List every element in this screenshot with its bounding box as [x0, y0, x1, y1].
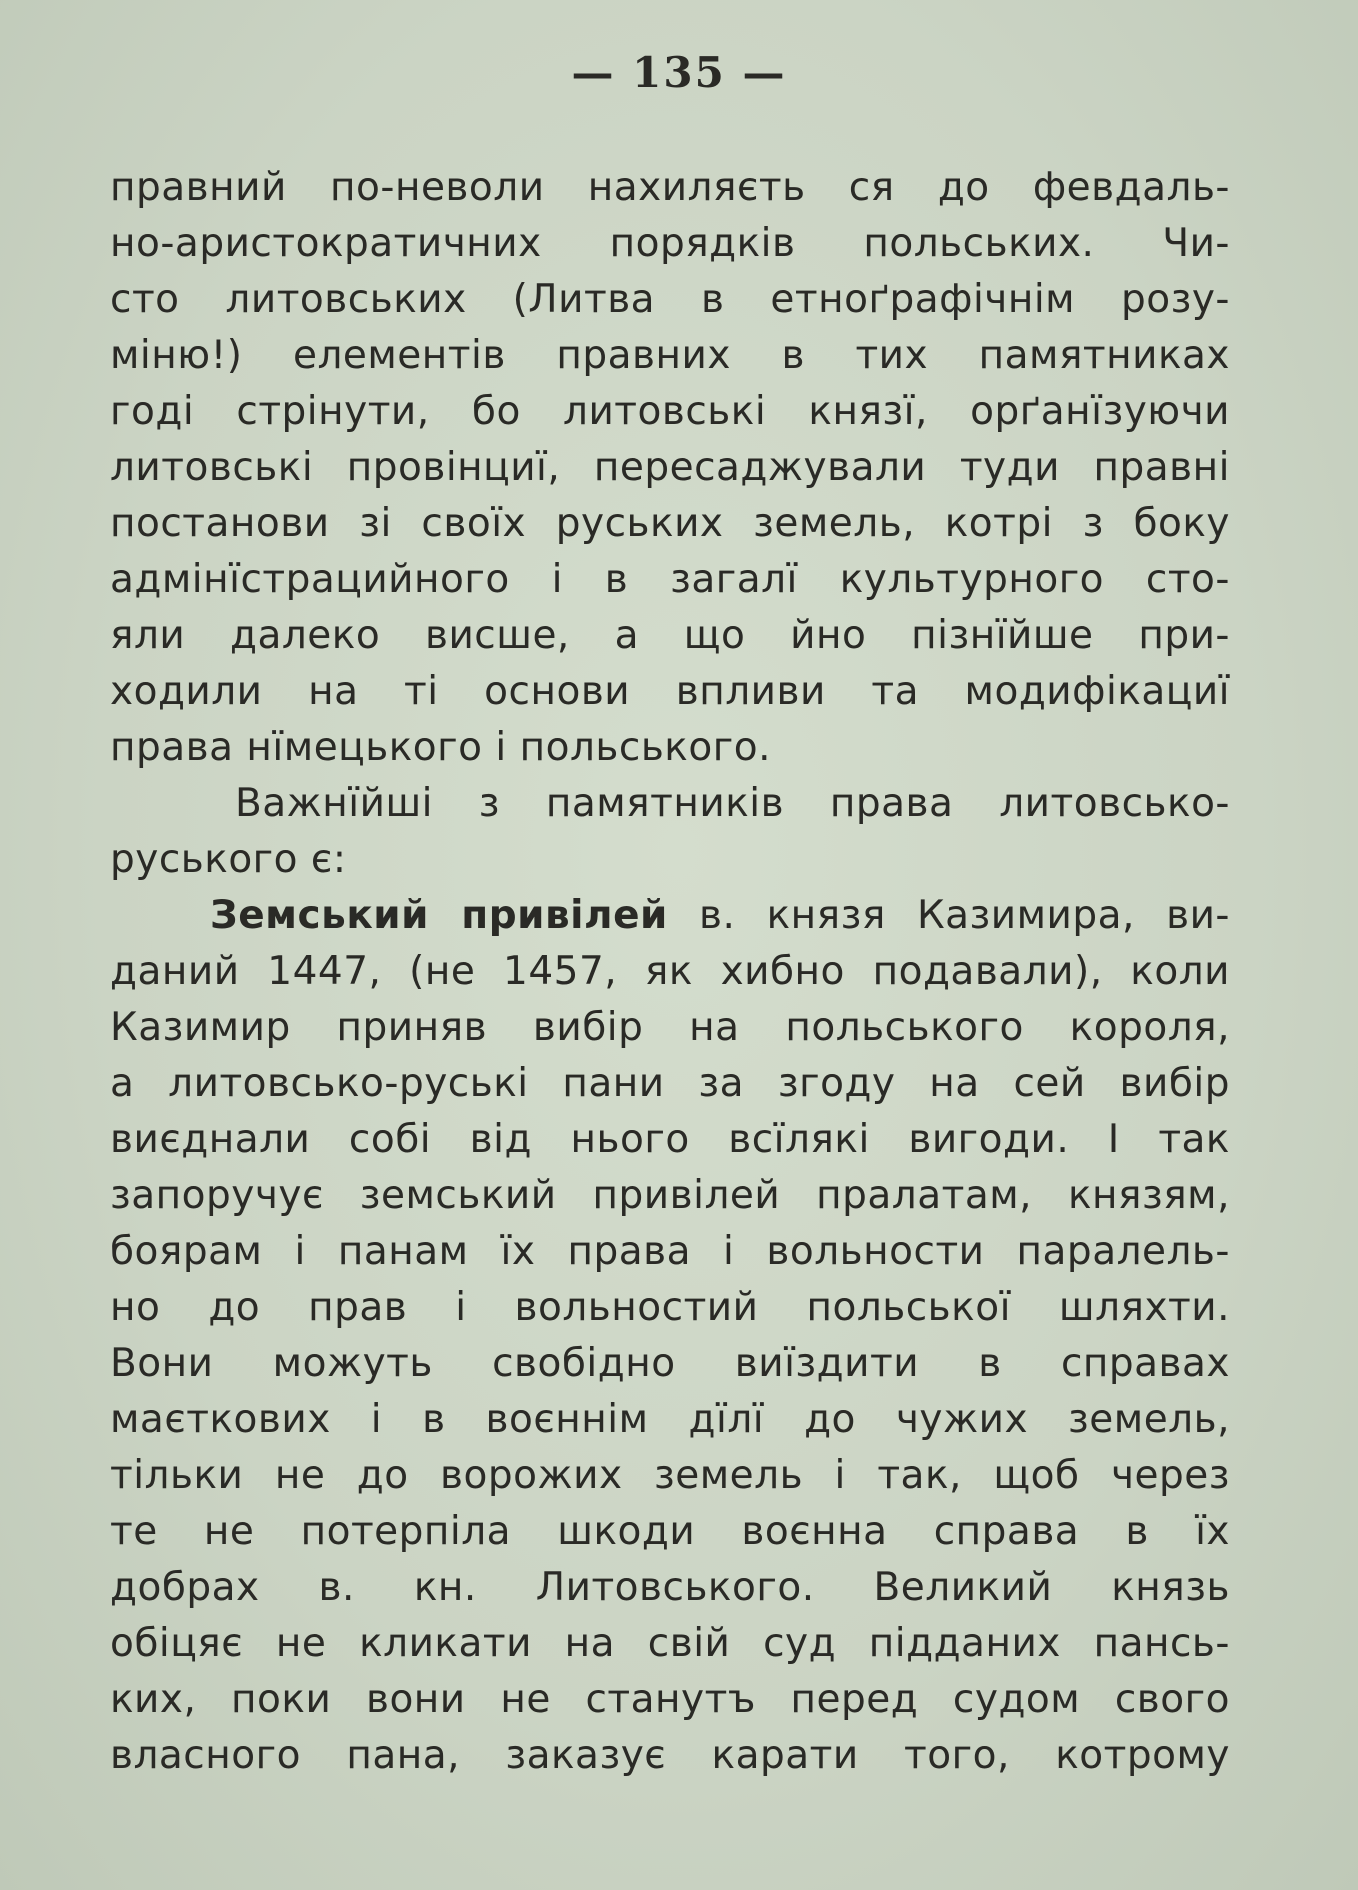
text-line: права нїмецького і польського. [110, 725, 771, 770]
text-line: обіцяє не кликати на свій суд підданих пансь- [110, 1621, 1230, 1666]
text-line: руського є: [110, 837, 347, 882]
section-heading: Земський привілей [210, 893, 668, 938]
text-line: Казимир приняв вибір на польського короля, [110, 1005, 1230, 1050]
text-line: но до прав і вольностий польської шляхти. [110, 1285, 1230, 1330]
text-line: власного пана, заказує карати того, котрому [110, 1733, 1230, 1778]
page-number: — 135 — [571, 48, 787, 97]
text-line: адмінїстрацийного і в загалї культурного сто- [110, 557, 1230, 602]
text-line: правний по-неволи нахиляєть ся до февдаль- [110, 165, 1230, 210]
text-line: тільки не до ворожих земель і так, щоб через [110, 1453, 1230, 1498]
text-line [110, 888, 1230, 944]
text-line: но-аристократичних порядків польських. Чи- [110, 221, 1230, 266]
text-line: те не потерпіла шкоди воєнна справа в їх [110, 1509, 1230, 1554]
text-line: Вони можуть свобідно виїздити в справах [110, 1341, 1230, 1386]
text-line: ких, поки вони не станутъ перед судом свого [110, 1677, 1230, 1722]
text-segment: в. князя Казимира, ви- [699, 893, 1230, 938]
text-line: даний 1447, (не 1457, як хибно подавали), коли [110, 949, 1230, 994]
text-line: міню!) елементів правних в тих памятниках [110, 333, 1230, 378]
body-text [110, 160, 1230, 1784]
text-line: постанови зі своїх руських земель, котрі з боку [110, 501, 1230, 546]
text-line: годі стрінути, бо литовські князї, орґанїзуючи [110, 389, 1230, 434]
text-line: добрах в. кн. Литовського. Великий князь [110, 1565, 1230, 1610]
text-line: маєткових і в воєннім дїлї до чужих земель, [110, 1397, 1230, 1442]
text-line: ходили на ті основи впливи та модифікациї [110, 669, 1230, 714]
text-line: запоручує земський привілей пралатам, князям, [110, 1173, 1230, 1218]
text-line: литовські провінциї, пересаджували туди правні [110, 445, 1230, 490]
text-line: сто литовських (Литва в етноґрафічнім розу- [110, 277, 1230, 322]
text-line: а литовсько-руські пани за згоду на сей вибір [110, 1061, 1230, 1106]
text-line: виєднали собі від нього всїлякі вигоди. І так [110, 1117, 1230, 1162]
text-line: яли далеко висше, а що йно пізнїйше при- [110, 613, 1230, 658]
text-line: боярам і панам їх права і вольности паралель- [110, 1229, 1230, 1274]
text-segment: Важнїйші з памятників права литовсько- [235, 781, 1230, 826]
text-line [110, 776, 1230, 832]
